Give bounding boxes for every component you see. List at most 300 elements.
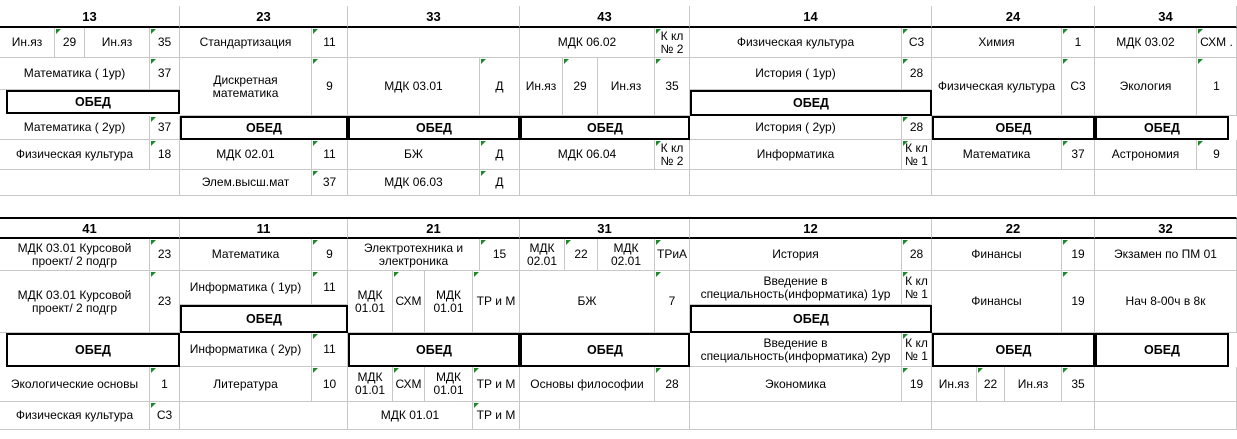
room-cell[interactable]: [312, 367, 348, 402]
room-cell[interactable]: [150, 28, 180, 58]
cell-text: 28: [665, 376, 679, 391]
subject-cell[interactable]: [180, 271, 312, 305]
cell-text: БЖ: [577, 294, 597, 308]
lunch-cell[interactable]: [6, 90, 180, 114]
cell-text: Ин.яз: [101, 35, 133, 49]
group-header[interactable]: [1095, 6, 1237, 28]
cell-text: ОБЕД: [587, 120, 623, 135]
cell-text: 1: [1213, 79, 1220, 93]
cell-text: 35: [665, 79, 679, 93]
room-cell[interactable]: [655, 28, 690, 58]
subject-cell[interactable]: [690, 58, 902, 90]
group-header[interactable]: [0, 219, 180, 239]
comment-marker-icon: [394, 272, 399, 277]
cell-text: МДК 01.01: [433, 287, 464, 315]
comment-marker-icon: [656, 368, 661, 373]
comment-marker-icon: [313, 141, 318, 146]
subject-cell[interactable]: [1095, 239, 1237, 271]
cell-text: БЖ: [404, 147, 423, 161]
lunch-cell[interactable]: [520, 116, 690, 140]
room-cell[interactable]: [150, 271, 180, 333]
comment-marker-icon: [656, 29, 661, 34]
room-cell[interactable]: [902, 367, 932, 402]
subject-cell[interactable]: [348, 402, 473, 430]
comment-marker-icon: [151, 403, 156, 408]
cell-text: 37: [157, 120, 172, 134]
comment-marker-icon: [151, 117, 156, 122]
empty-cell[interactable]: [932, 170, 1095, 196]
subject-cell[interactable]: [180, 28, 312, 58]
comment-marker-icon: [56, 29, 61, 34]
comment-marker-icon: [903, 334, 908, 339]
cell-text: СХМ: [395, 376, 422, 391]
room-cell[interactable]: [1197, 58, 1237, 116]
cell-text: 23: [256, 8, 271, 24]
cell-text: 15: [492, 247, 507, 261]
room-cell[interactable]: [312, 239, 348, 271]
cell-text: ОБЕД: [75, 342, 111, 357]
cell-text: История: [772, 247, 819, 261]
comment-marker-icon: [151, 29, 156, 34]
cell-text: МДК 02.01: [216, 147, 275, 161]
cell-text: ОБЕД: [1144, 120, 1180, 135]
cell-text: 33: [426, 8, 441, 24]
cell-text: Ин.яз: [11, 35, 43, 49]
cell-text: К кл № 1: [905, 273, 928, 301]
subject-cell[interactable]: [520, 140, 655, 170]
cell-text: ТРиА: [656, 247, 688, 261]
room-cell[interactable]: [1062, 58, 1095, 116]
subject-cell[interactable]: [0, 116, 150, 140]
comment-marker-icon: [1063, 240, 1068, 245]
cell-text: 21: [426, 220, 441, 236]
room-cell[interactable]: [150, 402, 180, 430]
room-cell[interactable]: [1197, 140, 1237, 170]
room-cell[interactable]: [393, 271, 425, 333]
cell-text: 23: [157, 247, 172, 261]
cell-text: С3: [908, 35, 925, 49]
comment-marker-icon: [151, 368, 156, 373]
room-cell[interactable]: [902, 58, 932, 90]
table-spacer: [0, 197, 1237, 217]
cell-text: Физическая культура: [15, 408, 134, 422]
cell-text: Информатика ( 2ур): [189, 342, 302, 356]
cell-text: 9: [326, 247, 333, 261]
cell-text: СХМ: [395, 294, 422, 308]
cell-text: МДК 01.01: [354, 370, 386, 397]
cell-text: 32: [1158, 220, 1173, 236]
subject-cell[interactable]: [0, 367, 150, 402]
cell-text: ОБЕД: [416, 342, 452, 357]
cell-text: Химия: [978, 35, 1015, 49]
cell-text: МДК 06.02: [557, 35, 617, 49]
cell-text: Основы философии: [530, 376, 644, 391]
cell-text: Математика ( 1ур): [23, 66, 126, 80]
cell-text: Экология: [1119, 79, 1172, 93]
cell-text: ОБЕД: [587, 342, 623, 357]
subject-cell[interactable]: [85, 28, 150, 58]
room-cell[interactable]: [563, 58, 598, 116]
subject-cell[interactable]: [1095, 28, 1197, 58]
cell-text: 7: [668, 294, 676, 308]
cell-text: 35: [157, 35, 172, 49]
comment-marker-icon: [313, 334, 318, 339]
room-cell[interactable]: [312, 333, 348, 367]
cell-text: Ин.яз: [1017, 376, 1049, 391]
comment-marker-icon: [474, 368, 479, 373]
cell-text: СХМ .: [1200, 35, 1233, 49]
comment-marker-icon: [903, 117, 908, 122]
subject-cell[interactable]: [0, 140, 150, 170]
cell-text: Ин.яз: [525, 79, 557, 93]
room-cell[interactable]: [55, 28, 85, 58]
comment-marker-icon: [1063, 29, 1068, 34]
subject-cell[interactable]: [690, 271, 902, 305]
room-cell[interactable]: [312, 170, 348, 196]
room-cell[interactable]: [473, 402, 520, 430]
cell-text: Информатика: [756, 147, 835, 161]
room-cell[interactable]: [312, 140, 348, 170]
room-cell[interactable]: [393, 367, 425, 402]
cell-text: 23: [157, 294, 172, 308]
cell-text: 10: [322, 376, 337, 391]
cell-text: К кл № 2: [660, 140, 684, 168]
comment-marker-icon: [1063, 368, 1068, 373]
cell-text: 13: [82, 8, 97, 24]
room-cell[interactable]: [150, 239, 180, 271]
lunch-cell[interactable]: [932, 333, 1095, 367]
comment-marker-icon: [903, 29, 908, 34]
cell-text: 37: [157, 66, 172, 80]
group-header[interactable]: [520, 6, 690, 28]
cell-text: МДК 03.01 Курсовой проект/ 2 подгр: [17, 287, 132, 315]
room-cell[interactable]: [150, 367, 180, 402]
subject-cell[interactable]: [690, 333, 902, 367]
comment-marker-icon: [313, 368, 318, 373]
room-cell[interactable]: [655, 58, 690, 116]
cell-text: 11: [323, 147, 336, 161]
room-cell[interactable]: [312, 271, 348, 305]
subject-cell[interactable]: [520, 239, 565, 271]
room-cell[interactable]: [977, 367, 1005, 402]
cell-text: Астрономия: [1111, 147, 1180, 161]
room-cell[interactable]: [902, 333, 932, 367]
subject-cell[interactable]: [180, 58, 312, 116]
subject-cell[interactable]: [0, 58, 150, 90]
room-cell[interactable]: [902, 28, 932, 58]
subject-cell[interactable]: [932, 239, 1062, 271]
cell-text: МДК 03.01: [384, 79, 443, 93]
cell-text: 28: [909, 247, 924, 261]
empty-cell[interactable]: [932, 402, 1095, 430]
cell-text: 11: [256, 220, 271, 236]
room-cell[interactable]: [150, 58, 180, 90]
subject-cell[interactable]: [520, 271, 655, 333]
subject-cell[interactable]: [932, 140, 1062, 170]
subject-cell[interactable]: [932, 367, 977, 402]
lunch-cell[interactable]: [520, 333, 690, 367]
subject-cell[interactable]: [180, 170, 312, 196]
subject-cell[interactable]: [425, 271, 473, 333]
subject-cell[interactable]: [348, 367, 393, 402]
subject-cell[interactable]: [180, 367, 312, 402]
comment-marker-icon: [1198, 141, 1203, 146]
subject-cell[interactable]: [0, 28, 55, 58]
comment-marker-icon: [1198, 29, 1203, 34]
comment-marker-icon: [313, 59, 318, 64]
cell-text: 29: [573, 79, 587, 93]
cell-text: ОБЕД: [246, 311, 282, 326]
cell-text: ОБЕД: [793, 311, 829, 326]
cell-text: ТР и М: [476, 294, 516, 308]
subject-cell[interactable]: [520, 58, 563, 116]
cell-text: 29: [62, 35, 77, 49]
subject-cell[interactable]: [690, 140, 902, 170]
cell-text: Д: [495, 175, 504, 189]
cell-text: Математика: [962, 147, 1031, 161]
group-header[interactable]: [932, 219, 1095, 239]
lunch-cell[interactable]: [932, 116, 1095, 140]
cell-text: Ин.яз: [938, 376, 970, 391]
cell-text: 11: [323, 280, 336, 294]
subject-cell[interactable]: [0, 271, 150, 333]
cell-text: К кл № 1: [905, 140, 928, 168]
cell-text: К кл № 1: [905, 335, 928, 363]
subject-cell[interactable]: [690, 116, 902, 140]
lunch-cell[interactable]: [348, 333, 520, 367]
room-cell[interactable]: [1062, 271, 1095, 333]
cell-text: Информатика ( 1ур): [189, 280, 302, 294]
cell-text: Экономика: [764, 376, 827, 391]
room-cell[interactable]: [480, 58, 520, 116]
subject-cell[interactable]: [690, 28, 902, 58]
room-cell[interactable]: [902, 239, 932, 271]
comment-marker-icon: [481, 240, 486, 245]
room-cell[interactable]: [1197, 28, 1237, 58]
cell-text: 22: [983, 376, 998, 391]
empty-cell[interactable]: [1095, 367, 1237, 402]
lunch-cell[interactable]: [348, 116, 520, 140]
subject-cell[interactable]: [0, 402, 150, 430]
comment-marker-icon: [1063, 272, 1068, 277]
empty-cell[interactable]: [520, 402, 690, 430]
subject-cell[interactable]: [932, 58, 1062, 116]
empty-cell[interactable]: [690, 402, 932, 430]
cell-text: Финансы: [971, 294, 1022, 308]
cell-text: 22: [574, 247, 588, 261]
comment-marker-icon: [656, 59, 661, 64]
empty-cell[interactable]: [180, 402, 348, 430]
subject-cell[interactable]: [598, 58, 655, 116]
group-header[interactable]: [1095, 219, 1237, 239]
room-cell[interactable]: [473, 271, 520, 333]
comment-marker-icon: [656, 240, 661, 245]
subject-cell[interactable]: [425, 367, 473, 402]
comment-marker-icon: [903, 240, 908, 245]
cell-text: ОБЕД: [246, 120, 282, 135]
cell-text: 34: [1158, 8, 1173, 24]
room-cell[interactable]: [1062, 239, 1095, 271]
group-header[interactable]: [180, 6, 348, 28]
room-cell[interactable]: [150, 140, 180, 170]
lunch-cell[interactable]: [1095, 116, 1229, 140]
comment-marker-icon: [903, 368, 908, 373]
cell-text: 19: [1071, 294, 1085, 308]
subject-cell[interactable]: [348, 271, 393, 333]
cell-text: ТР и М: [476, 376, 516, 391]
cell-text: МДК 01.01: [380, 408, 440, 422]
cell-text: ОБЕД: [793, 95, 829, 110]
room-cell[interactable]: [655, 239, 690, 271]
lunch-cell[interactable]: [1095, 333, 1229, 367]
comment-marker-icon: [1063, 59, 1068, 64]
lunch-cell[interactable]: [6, 333, 180, 367]
subject-cell[interactable]: [1095, 140, 1197, 170]
cell-text: История ( 2ур): [755, 120, 836, 134]
subject-cell[interactable]: [932, 28, 1062, 58]
cell-text: 43: [597, 8, 612, 24]
comment-marker-icon: [474, 272, 479, 277]
cell-text: Литература: [213, 376, 278, 391]
subject-cell[interactable]: [690, 367, 902, 402]
cell-text: ОБЕД: [995, 120, 1032, 135]
room-cell[interactable]: [655, 271, 690, 333]
cell-text: 31: [597, 220, 612, 236]
room-cell[interactable]: [312, 58, 348, 116]
cell-text: 9: [326, 79, 333, 93]
subject-cell[interactable]: [0, 239, 150, 271]
cell-text: Дискретная математика: [212, 72, 279, 100]
cell-text: Электротехника и электроника: [363, 240, 464, 268]
group-header[interactable]: [348, 6, 520, 28]
cell-text: МДК 02.01: [526, 240, 558, 268]
comment-marker-icon: [566, 240, 571, 245]
empty-cell[interactable]: [520, 170, 690, 196]
subject-cell[interactable]: [348, 170, 480, 196]
group-header[interactable]: [0, 6, 180, 28]
empty-cell[interactable]: [1095, 170, 1237, 196]
empty-cell[interactable]: [1095, 402, 1237, 430]
subject-cell[interactable]: [180, 239, 312, 271]
room-cell[interactable]: [473, 367, 520, 402]
cell-text: Д: [495, 147, 504, 161]
cell-text: К кл № 2: [660, 28, 684, 56]
room-cell[interactable]: [480, 170, 520, 196]
comment-marker-icon: [656, 141, 661, 146]
cell-text: 35: [1071, 376, 1085, 391]
subject-cell[interactable]: [520, 28, 655, 58]
cell-text: 28: [909, 66, 924, 80]
subject-cell[interactable]: [1005, 367, 1062, 402]
comment-marker-icon: [656, 272, 661, 277]
subject-cell[interactable]: [1095, 271, 1237, 333]
room-cell[interactable]: [480, 239, 520, 271]
cell-text: ОБЕД: [416, 120, 452, 135]
subject-cell[interactable]: [932, 271, 1062, 333]
cell-text: МДК 06.03: [384, 175, 443, 189]
cell-text: Математика: [211, 247, 280, 261]
comment-marker-icon: [564, 59, 569, 64]
comment-marker-icon: [151, 272, 156, 277]
subject-cell[interactable]: [180, 333, 312, 367]
cell-text: 41: [82, 220, 97, 236]
comment-marker-icon: [1198, 59, 1203, 64]
cell-text: 11: [323, 342, 336, 356]
cell-text: История ( 1ур): [755, 66, 836, 80]
cell-text: С3: [1070, 79, 1086, 93]
lunch-cell[interactable]: [690, 305, 932, 333]
cell-text: Экзамен по ПМ 01: [1114, 247, 1217, 261]
group-header[interactable]: [932, 6, 1095, 28]
group-header[interactable]: [348, 219, 520, 239]
room-cell[interactable]: [1062, 28, 1095, 58]
room-cell[interactable]: [565, 239, 598, 271]
subject-cell[interactable]: [1095, 58, 1197, 116]
cell-text: Математика ( 2ур): [23, 120, 126, 134]
subject-cell[interactable]: [348, 140, 480, 170]
group-header[interactable]: [690, 219, 932, 239]
room-cell[interactable]: [655, 367, 690, 402]
cell-text: МДК 01.01: [354, 287, 386, 315]
comment-marker-icon: [903, 59, 908, 64]
room-cell[interactable]: [312, 28, 348, 58]
subject-cell[interactable]: [520, 367, 655, 402]
lunch-cell[interactable]: [180, 116, 348, 140]
cell-text: ТР и М: [476, 408, 516, 422]
room-cell[interactable]: [902, 271, 932, 305]
subject-cell[interactable]: [348, 239, 480, 271]
room-cell[interactable]: [655, 140, 690, 170]
room-cell[interactable]: [902, 140, 932, 170]
comment-marker-icon: [151, 240, 156, 245]
cell-text: 14: [803, 8, 818, 24]
comment-marker-icon: [151, 59, 156, 64]
cell-text: 1: [1074, 35, 1082, 49]
room-cell[interactable]: [150, 116, 180, 140]
cell-text: 9: [1213, 147, 1220, 161]
subject-cell[interactable]: [690, 239, 902, 271]
empty-cell[interactable]: [0, 170, 180, 196]
comment-marker-icon: [903, 272, 908, 277]
cell-text: 22: [1005, 220, 1021, 236]
cell-text: МДК 06.04: [557, 147, 617, 161]
group-header[interactable]: [180, 219, 348, 239]
empty-cell[interactable]: [348, 28, 520, 58]
lunch-cell[interactable]: [690, 90, 932, 116]
lunch-cell[interactable]: [180, 305, 348, 333]
subject-cell[interactable]: [180, 140, 312, 170]
subject-cell[interactable]: [598, 239, 655, 271]
room-cell[interactable]: [1062, 367, 1095, 402]
cell-text: Физическая культура: [937, 79, 1056, 93]
room-cell[interactable]: [902, 116, 932, 140]
group-header[interactable]: [520, 219, 690, 239]
cell-text: 18: [157, 147, 172, 161]
comment-marker-icon: [481, 59, 486, 64]
cell-text: Д: [495, 79, 504, 93]
empty-cell[interactable]: [690, 170, 932, 196]
comment-marker-icon: [481, 141, 486, 146]
room-cell[interactable]: [1062, 140, 1095, 170]
cell-text: С3: [156, 408, 173, 422]
subject-cell[interactable]: [348, 58, 480, 116]
cell-text: 37: [1071, 147, 1085, 161]
group-header[interactable]: [690, 6, 932, 28]
cell-text: ОБЕД: [995, 342, 1032, 357]
comment-marker-icon: [481, 171, 486, 176]
room-cell[interactable]: [480, 140, 520, 170]
comment-marker-icon: [903, 141, 908, 146]
